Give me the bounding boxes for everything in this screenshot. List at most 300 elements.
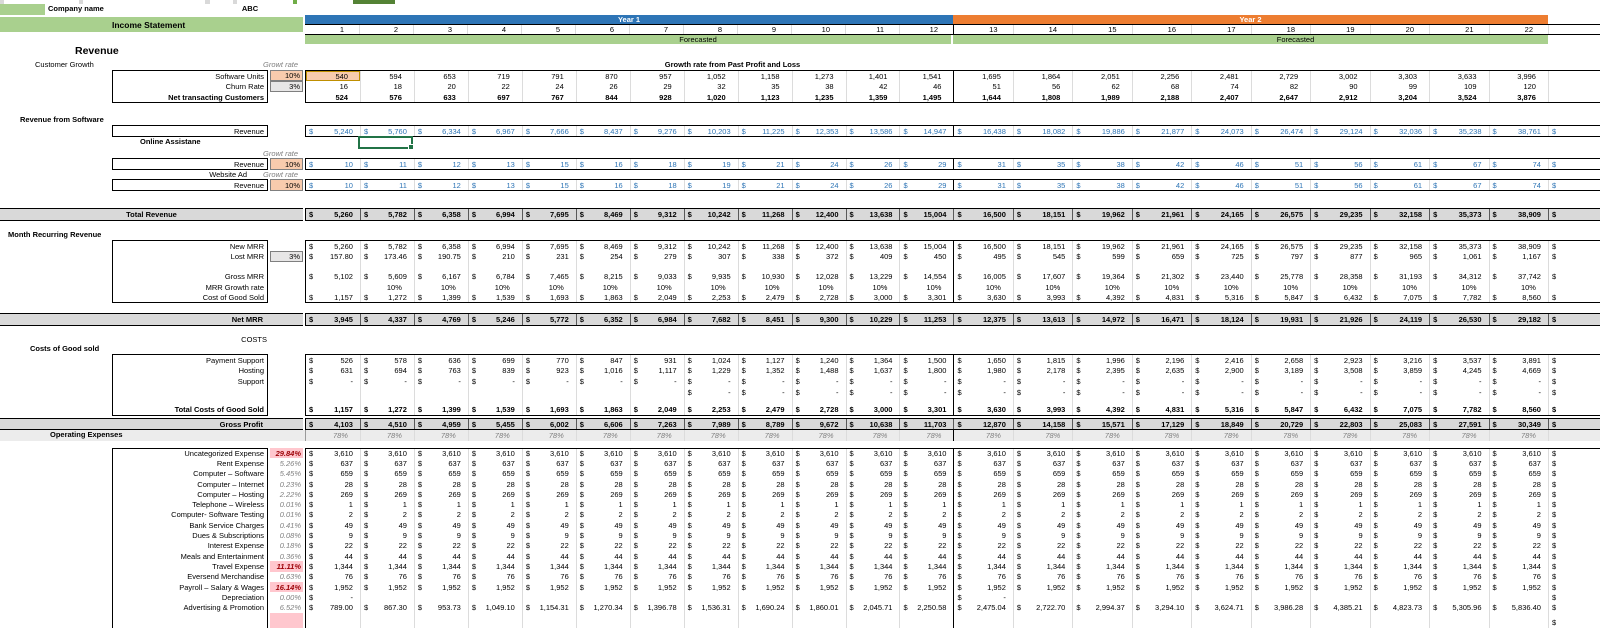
cell[interactable]: $ 2,196: [1132, 355, 1191, 365]
cell[interactable]: $ 3,301: [899, 292, 953, 302]
cell[interactable]: $ 1,863: [576, 292, 630, 302]
cell[interactable]: 1,052: [684, 71, 738, 81]
cell[interactable]: $ 1,272: [360, 404, 414, 415]
cell[interactable]: $ 3,993: [1013, 292, 1072, 302]
cell[interactable]: $ 19,886: [1072, 126, 1131, 136]
cell[interactable]: 3,633: [1429, 71, 1488, 81]
rate-cell[interactable]: 6.52%: [279, 603, 301, 613]
cell[interactable]: $ 22: [1251, 541, 1310, 551]
cell[interactable]: $ 1,952: [360, 582, 414, 592]
cell[interactable]: $ 13,613: [1013, 314, 1072, 325]
cell[interactable]: $ 12: [414, 180, 468, 190]
cell[interactable]: $ 1,693: [522, 404, 576, 415]
cell[interactable]: $ 22: [684, 541, 738, 551]
cell[interactable]: $ 763: [414, 365, 468, 376]
cell[interactable]: $ 1: [684, 499, 738, 509]
cell[interactable]: $ 1,952: [1310, 582, 1369, 592]
month-header-cell[interactable]: 14: [1013, 25, 1073, 34]
cell[interactable]: 1,808: [1013, 92, 1072, 102]
cell[interactable]: 78%: [738, 430, 792, 441]
cell[interactable]: $ 9: [1310, 530, 1369, 540]
cell[interactable]: $ 269: [953, 489, 1012, 499]
cell[interactable]: $ 14,554: [899, 271, 953, 282]
cell[interactable]: $ 2,994.37: [1072, 602, 1131, 612]
cell[interactable]: $ 4,669: [1489, 365, 1548, 376]
cell[interactable]: $ 659: [684, 469, 738, 479]
cell[interactable]: $ 3,000: [846, 292, 900, 302]
month-header-cell[interactable]: 1: [339, 25, 344, 34]
month-header-cell[interactable]: 11: [845, 25, 899, 34]
cell[interactable]: [684, 613, 738, 628]
cell[interactable]: $ 76: [1132, 572, 1191, 582]
cell[interactable]: [1370, 262, 1429, 271]
rate-cell[interactable]: 3%: [270, 251, 303, 262]
cell[interactable]: $: [1548, 489, 1600, 499]
cell[interactable]: $ 1,344: [1251, 561, 1310, 571]
cell[interactable]: $ 2: [1310, 510, 1369, 520]
cell[interactable]: $ 13,229: [846, 271, 900, 282]
cell[interactable]: $ 4,510: [360, 419, 414, 429]
cell[interactable]: $ 797: [1251, 251, 1310, 262]
cell[interactable]: $ 6,994: [468, 241, 522, 251]
cell[interactable]: $ 5,455: [468, 419, 522, 429]
cell[interactable]: $ 269: [1489, 489, 1548, 499]
cell[interactable]: 109: [1429, 81, 1488, 92]
cell[interactable]: 844: [576, 92, 630, 102]
cell[interactable]: $ 10,242: [684, 209, 738, 220]
cell[interactable]: $ 789.00: [309, 603, 353, 613]
cell[interactable]: 22: [468, 81, 522, 92]
cell[interactable]: $ 76: [414, 572, 468, 582]
cell[interactable]: [306, 387, 360, 398]
cell[interactable]: $ 1,952: [414, 582, 468, 592]
cell[interactable]: $ 6,358: [414, 209, 468, 220]
month-header-cell[interactable]: 19: [1310, 25, 1370, 34]
cell[interactable]: $ -: [576, 376, 630, 387]
cell[interactable]: $ 25,778: [1251, 271, 1310, 282]
cell[interactable]: $ 12,375: [953, 314, 1012, 325]
cell[interactable]: $ 2,479: [738, 292, 792, 302]
cell[interactable]: $ 44: [738, 551, 792, 561]
cell[interactable]: $ -: [1310, 387, 1369, 398]
cell[interactable]: $ 67: [1429, 159, 1488, 169]
cell[interactable]: $ 28,358: [1310, 271, 1369, 282]
cell[interactable]: $ 1,117: [630, 365, 684, 376]
rate-cell[interactable]: 0.08%: [279, 531, 301, 541]
cell[interactable]: $ 28: [738, 479, 792, 489]
cell[interactable]: $ 51: [1251, 159, 1310, 169]
cell[interactable]: $ 9: [738, 530, 792, 540]
cell[interactable]: $ 269: [738, 489, 792, 499]
cell[interactable]: $ -: [1489, 376, 1548, 387]
cell[interactable]: $ 5,246: [468, 314, 522, 325]
cell[interactable]: [630, 592, 684, 602]
cell[interactable]: $ 32,158: [1370, 209, 1429, 220]
cell[interactable]: $ 32,036: [1370, 126, 1429, 136]
cell[interactable]: $ 21: [738, 180, 792, 190]
cell[interactable]: $ 1,952: [309, 582, 353, 592]
cell[interactable]: [1013, 613, 1072, 628]
cell[interactable]: 870: [576, 71, 630, 81]
cell[interactable]: $ 1,815: [1013, 355, 1072, 365]
cell[interactable]: $ 28: [360, 479, 414, 489]
cell[interactable]: $ 1,344: [309, 561, 353, 571]
cell[interactable]: $ 49: [468, 520, 522, 530]
cell[interactable]: $ 699: [468, 355, 522, 365]
cell[interactable]: $ 3,945: [309, 315, 353, 324]
cell[interactable]: $ 26,530: [1429, 314, 1488, 325]
cell[interactable]: [522, 592, 576, 602]
cell[interactable]: $ 9: [792, 530, 846, 540]
cell[interactable]: 78%: [1191, 430, 1250, 441]
cell[interactable]: $ 6,784: [468, 271, 522, 282]
cell[interactable]: $ 76: [360, 572, 414, 582]
cell[interactable]: $ 923: [522, 365, 576, 376]
cell[interactable]: $ 3,610: [522, 449, 576, 458]
cell[interactable]: 633: [414, 92, 468, 102]
cell[interactable]: $ -: [1251, 387, 1310, 398]
cell[interactable]: 78%: [414, 430, 468, 441]
cell[interactable]: $ 31: [953, 159, 1012, 169]
cell[interactable]: $ 279: [630, 251, 684, 262]
cell[interactable]: 10%: [1310, 282, 1369, 292]
cell[interactable]: $ 35: [1013, 159, 1072, 169]
cell[interactable]: $ 76: [792, 572, 846, 582]
cell[interactable]: 1,123: [738, 92, 792, 102]
cell[interactable]: $ 190.75: [414, 251, 468, 262]
cell[interactable]: $ 26,575: [1251, 241, 1310, 251]
cell[interactable]: $ 18,124: [1191, 314, 1250, 325]
cell[interactable]: $ 2,635: [1132, 365, 1191, 376]
cell[interactable]: [684, 592, 738, 602]
month-header-cell[interactable]: 21: [1429, 25, 1489, 34]
cell[interactable]: $ 210: [468, 251, 522, 262]
cell[interactable]: [360, 613, 414, 628]
cell[interactable]: $ 2: [1251, 510, 1310, 520]
cell[interactable]: $ 49: [1429, 520, 1488, 530]
cell[interactable]: $ 6,002: [522, 419, 576, 429]
rate-cell[interactable]: 10%: [270, 179, 303, 191]
cell[interactable]: $ 409: [846, 251, 900, 262]
cell[interactable]: $ 6,432: [1310, 404, 1369, 415]
cell[interactable]: $ 2: [1132, 510, 1191, 520]
cell[interactable]: 10%: [738, 282, 792, 292]
cell[interactable]: $ 15,571: [1072, 419, 1131, 429]
cell[interactable]: [899, 262, 953, 271]
cell[interactable]: $ 76: [1370, 572, 1429, 582]
cell[interactable]: $ 28: [468, 479, 522, 489]
cell[interactable]: $: [1548, 530, 1600, 540]
cell[interactable]: 78%: [1132, 430, 1191, 441]
cell[interactable]: $ 3,610: [468, 449, 522, 458]
cell[interactable]: $ -: [1072, 376, 1131, 387]
cell[interactable]: $ -: [414, 376, 468, 387]
cell[interactable]: [1429, 592, 1488, 602]
cell[interactable]: $ 22: [1072, 541, 1131, 551]
cell[interactable]: $ 3,993: [1013, 404, 1072, 415]
cell[interactable]: $ 12,028: [792, 271, 846, 282]
cell[interactable]: $ 5,847: [1251, 404, 1310, 415]
cell[interactable]: $ 9,033: [630, 271, 684, 282]
cell[interactable]: $ 6,334: [414, 126, 468, 136]
cell[interactable]: $ 4,392: [1072, 292, 1131, 302]
cell[interactable]: $ -: [1072, 387, 1131, 398]
month-header-cell[interactable]: 12: [899, 25, 953, 34]
year1-band[interactable]: Year 1: [305, 15, 953, 24]
cell[interactable]: $ 35,373: [1429, 209, 1488, 220]
cell[interactable]: $ 76: [846, 572, 900, 582]
cell[interactable]: $ 44: [1310, 551, 1369, 561]
cell[interactable]: $ 2: [1072, 510, 1131, 520]
cell[interactable]: $ 1,344: [792, 561, 846, 571]
cell[interactable]: $ 1,167: [1489, 251, 1548, 262]
cell[interactable]: $ 26,575: [1251, 209, 1310, 220]
cell[interactable]: [630, 613, 684, 628]
cell[interactable]: $ 3,624.71: [1191, 602, 1250, 612]
cell[interactable]: $ 38,909: [1489, 209, 1548, 220]
cell[interactable]: $ 269: [1072, 489, 1131, 499]
cell[interactable]: $ 6,432: [1310, 292, 1369, 302]
cell[interactable]: $ 56: [1310, 159, 1369, 169]
cell[interactable]: 78%: [1072, 430, 1131, 441]
cell[interactable]: $ 269: [1013, 489, 1072, 499]
cell[interactable]: $ 1: [360, 499, 414, 509]
cell[interactable]: [1310, 592, 1369, 602]
cell[interactable]: $ 9: [846, 530, 900, 540]
cell[interactable]: [1251, 262, 1310, 271]
cell[interactable]: $ 28: [414, 479, 468, 489]
cell[interactable]: $ 2,049: [630, 292, 684, 302]
cell[interactable]: $ 1: [846, 499, 900, 509]
cell[interactable]: $ 1,344: [468, 561, 522, 571]
cell[interactable]: $ 17,129: [1132, 419, 1191, 429]
cell[interactable]: $ 1,344: [1132, 561, 1191, 571]
cell[interactable]: $ 74: [1489, 159, 1548, 169]
cell[interactable]: $ 5,305.96: [1429, 602, 1488, 612]
cell[interactable]: 62: [1072, 81, 1131, 92]
cell[interactable]: $ 3,294.10: [1132, 602, 1191, 612]
cell[interactable]: $ 1,399: [414, 292, 468, 302]
cell[interactable]: $ 24,165: [1191, 209, 1250, 220]
cell[interactable]: $ 7,263: [630, 419, 684, 429]
rate-cell[interactable]: 16.14%: [270, 582, 303, 592]
cell[interactable]: $ 15,004: [899, 241, 953, 251]
cell[interactable]: $ -: [1013, 387, 1072, 398]
cell[interactable]: $ 659: [953, 469, 1012, 479]
cell[interactable]: $ 5,102: [309, 272, 353, 281]
cell[interactable]: $ 22: [953, 541, 1012, 551]
cell[interactable]: $ 637: [1429, 458, 1488, 468]
cell[interactable]: $ 269: [1429, 489, 1488, 499]
cell[interactable]: $ -: [1013, 376, 1072, 387]
rate-cell[interactable]: 5.45%: [279, 469, 301, 479]
cell[interactable]: $ 9: [630, 530, 684, 540]
cell[interactable]: $ 4,337: [360, 314, 414, 325]
cell[interactable]: $ 545: [1013, 251, 1072, 262]
cell[interactable]: $ 2: [1489, 510, 1548, 520]
cell[interactable]: $ 9: [1489, 530, 1548, 540]
cell[interactable]: [792, 592, 846, 602]
cell[interactable]: $ 22: [1370, 541, 1429, 551]
cell[interactable]: $ 17,607: [1013, 271, 1072, 282]
cell[interactable]: $ 659: [414, 469, 468, 479]
cell[interactable]: $ 2: [630, 510, 684, 520]
month-header-cell[interactable]: 9: [737, 25, 791, 34]
cell[interactable]: [576, 387, 630, 398]
cell[interactable]: $ 1: [630, 499, 684, 509]
cell[interactable]: 82: [1251, 81, 1310, 92]
cell[interactable]: [306, 262, 360, 271]
cell[interactable]: $ 3,610: [360, 449, 414, 458]
cell[interactable]: [468, 592, 522, 602]
cell[interactable]: $ 269: [576, 489, 630, 499]
cell[interactable]: $ -: [309, 377, 353, 386]
cell[interactable]: $ 76: [1310, 572, 1369, 582]
cell[interactable]: $ 659: [576, 469, 630, 479]
cell[interactable]: $ 6,352: [576, 314, 630, 325]
cell[interactable]: $ 44: [1370, 551, 1429, 561]
cell[interactable]: $ 8,215: [576, 271, 630, 282]
cell[interactable]: 10%: [1191, 282, 1250, 292]
cell[interactable]: $ 637: [738, 458, 792, 468]
cell[interactable]: [738, 613, 792, 628]
cell[interactable]: 78%: [1370, 430, 1429, 441]
cell[interactable]: $ 1,952: [1251, 582, 1310, 592]
cell[interactable]: 3,524: [1429, 92, 1488, 102]
cell[interactable]: $ 11,268: [738, 241, 792, 251]
cell[interactable]: $: [1548, 510, 1600, 520]
cell[interactable]: $ 12,400: [792, 209, 846, 220]
cell[interactable]: $ -: [1251, 376, 1310, 387]
cell[interactable]: 653: [414, 71, 468, 81]
cell[interactable]: $ 28: [1072, 479, 1131, 489]
cell[interactable]: $ 7,465: [522, 271, 576, 282]
cell[interactable]: $ 31: [953, 180, 1012, 190]
cell[interactable]: $ 3,610: [1251, 449, 1310, 458]
cell[interactable]: $ 76: [1429, 572, 1488, 582]
cell[interactable]: $ 599: [1072, 251, 1131, 262]
cell[interactable]: $ 2,900: [1191, 365, 1250, 376]
cell[interactable]: $ 2,178: [1013, 365, 1072, 376]
cell[interactable]: $ 76: [1251, 572, 1310, 582]
cell[interactable]: 78%: [630, 430, 684, 441]
cell[interactable]: $ 2,475.04: [953, 602, 1012, 612]
cell[interactable]: $ 32,158: [1370, 241, 1429, 251]
cell[interactable]: $ 10: [309, 159, 353, 169]
cell[interactable]: $ 659: [1132, 251, 1191, 262]
cell[interactable]: $ 44: [1429, 551, 1488, 561]
cell[interactable]: $ 1,952: [1191, 582, 1250, 592]
cell[interactable]: $ 28: [846, 479, 900, 489]
cell[interactable]: $ 1,996: [1072, 355, 1131, 365]
cell[interactable]: $ 76: [522, 572, 576, 582]
cell[interactable]: $: [1548, 180, 1600, 190]
cell[interactable]: $ 637: [468, 458, 522, 468]
cell[interactable]: $ 44: [630, 551, 684, 561]
cell[interactable]: $ 637: [1132, 458, 1191, 468]
cell[interactable]: $ 49: [738, 520, 792, 530]
cell[interactable]: $ 1,690.24: [738, 602, 792, 612]
cell[interactable]: 791: [522, 71, 576, 81]
cell[interactable]: $ 3,216: [1370, 355, 1429, 365]
cell[interactable]: 32: [684, 81, 738, 92]
cell[interactable]: 42: [846, 81, 900, 92]
cell[interactable]: $ 22: [630, 541, 684, 551]
month-header-cell[interactable]: 13: [953, 25, 1013, 34]
cell[interactable]: $ 10,229: [846, 314, 900, 325]
cell[interactable]: $ 16,500: [953, 241, 1012, 251]
cell[interactable]: $ 1,344: [1370, 561, 1429, 571]
cell[interactable]: $ 636: [414, 355, 468, 365]
cell[interactable]: $ 28: [1370, 479, 1429, 489]
cell[interactable]: $ 49: [576, 520, 630, 530]
cell[interactable]: [1072, 613, 1131, 628]
cell[interactable]: $ 2: [738, 510, 792, 520]
cell[interactable]: [522, 262, 576, 271]
cell[interactable]: [899, 592, 953, 602]
month-header-cell[interactable]: 8: [683, 25, 737, 34]
cell[interactable]: $ 16,438: [953, 126, 1012, 136]
cell[interactable]: $ 22: [522, 541, 576, 551]
cell[interactable]: $ 22: [738, 541, 792, 551]
cell[interactable]: [1370, 592, 1429, 602]
cell[interactable]: 68: [1132, 81, 1191, 92]
cell[interactable]: $ 4,831: [1132, 292, 1191, 302]
cell[interactable]: $ -: [899, 387, 953, 398]
cell[interactable]: $ 254: [576, 251, 630, 262]
cell[interactable]: $ 8,560: [1489, 292, 1548, 302]
cell[interactable]: $ 659: [522, 469, 576, 479]
cell[interactable]: [899, 613, 953, 628]
cell[interactable]: $ 269: [1310, 489, 1369, 499]
cell[interactable]: $ 5,316: [1191, 292, 1250, 302]
cell[interactable]: $ 3,610: [1191, 449, 1250, 458]
cell[interactable]: $: [1548, 271, 1600, 282]
month-header-cell[interactable]: 20: [1370, 25, 1430, 34]
cell[interactable]: 2,256: [1132, 71, 1191, 81]
cell[interactable]: $ 3,610: [1132, 449, 1191, 458]
cell[interactable]: [846, 592, 900, 602]
cell[interactable]: $ 9: [309, 531, 353, 541]
cell[interactable]: $ 7,782: [1429, 404, 1488, 415]
cell[interactable]: $ 9: [468, 530, 522, 540]
cell[interactable]: $ 3,301: [899, 404, 953, 415]
cell[interactable]: $ -: [1132, 387, 1191, 398]
cell[interactable]: $ 1,396.78: [630, 602, 684, 612]
cell[interactable]: $ 28: [576, 479, 630, 489]
cell[interactable]: 2,729: [1251, 71, 1310, 81]
cell[interactable]: $ 2: [309, 510, 353, 520]
cell[interactable]: [468, 262, 522, 271]
cell[interactable]: $ 659: [1132, 469, 1191, 479]
cell[interactable]: $ 2: [684, 510, 738, 520]
cell[interactable]: [684, 262, 738, 271]
cell[interactable]: $ 44: [414, 551, 468, 561]
cell[interactable]: [306, 613, 360, 628]
cell[interactable]: $ 4,245: [1429, 365, 1488, 376]
cell[interactable]: $ 659: [1489, 469, 1548, 479]
cell[interactable]: $ 15,004: [899, 209, 953, 220]
cell[interactable]: [846, 262, 900, 271]
cell[interactable]: 3,204: [1370, 92, 1429, 102]
cell[interactable]: [414, 592, 468, 602]
cell[interactable]: $ 19,962: [1072, 209, 1131, 220]
cell[interactable]: $ 9,312: [630, 209, 684, 220]
cell[interactable]: $ 1,952: [738, 582, 792, 592]
cell[interactable]: $ 38: [1072, 180, 1131, 190]
cell[interactable]: $ 44: [1132, 551, 1191, 561]
cell[interactable]: $ 4,103: [309, 419, 353, 429]
